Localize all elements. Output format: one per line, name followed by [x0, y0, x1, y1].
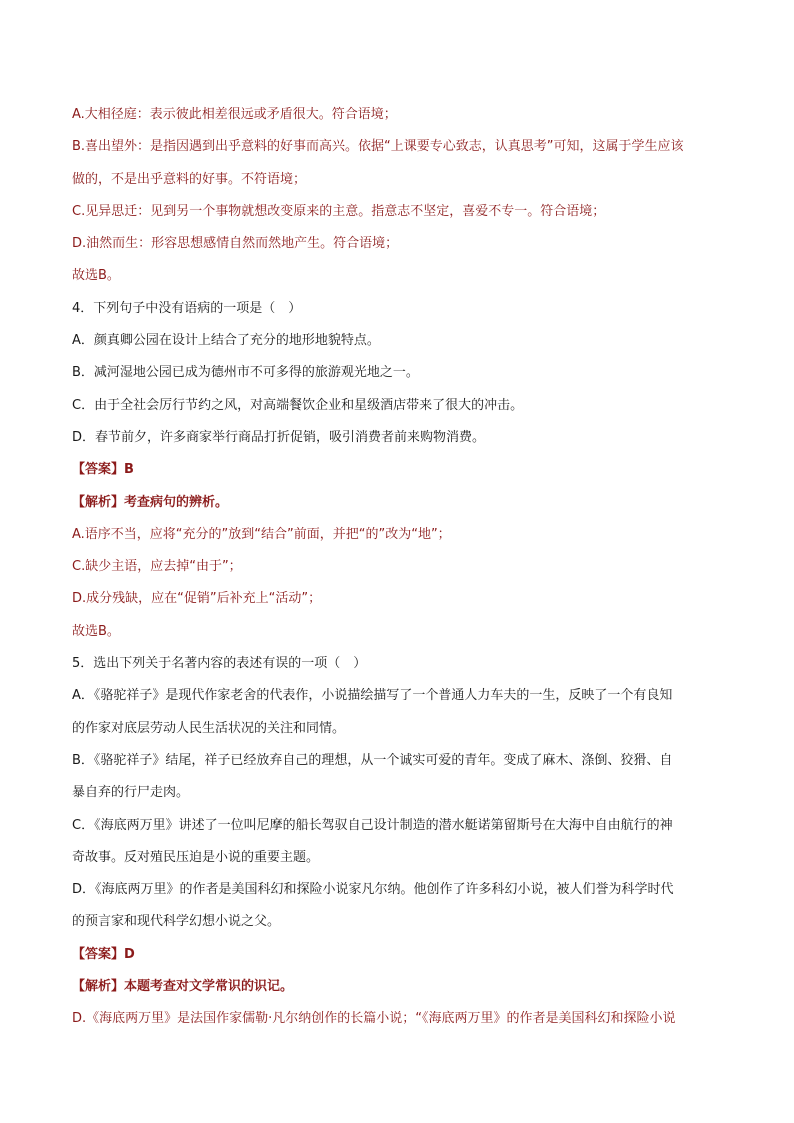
text-line: 故选B。	[72, 623, 120, 639]
text-line: 故选B。	[72, 268, 120, 284]
text-line: 【答案】B	[72, 462, 134, 478]
text-line: A.大相径庭：表示彼此相差很远或矛盾很大。符合语境；	[72, 107, 397, 122]
text-line: 4．下列句子中没有语病的一项是（ ）	[72, 300, 302, 316]
text-line: D.成分残缺，应在“促销”后补充上“活动”；	[72, 591, 322, 607]
document-page	[72, 99, 724, 1036]
text-line: 5．选出下列关于名著内容的表述有误的一项（ ）	[72, 656, 367, 672]
text-line: D.油然而生：形容思想感情自然而然地产生。符合语境；	[72, 236, 399, 252]
text-line: 的预言家和现代科学幻想小说之父。	[72, 914, 281, 930]
text-line: B.喜出望外：是指因遇到出乎意料的好事而高兴。依据“上课要专心致志，认真思考”可知，这属于学生应该	[72, 139, 684, 155]
text-line: C．《海底两万里》讲述了一位叫尼摩的船长驾驭自己设计制造的潜水艇诺第留斯号在大海中自由航行的神	[72, 817, 673, 833]
text-line: 奇故事。反对殖民压迫是小说的重要主题。	[72, 849, 320, 865]
text-line: A．颜真卿公园在设计上结合了充分的地形地貌特点。	[72, 333, 380, 349]
text-line: D.《海底两万里》是法国作家儒勒·凡尔纳创作的长篇小说；“《海底两万里》的作者是美国科幻和探险小说	[72, 1011, 676, 1027]
text-line: C.缺少主语，应去掉“由于”；	[72, 559, 242, 575]
text-line: 的作家对底层劳动人民生活状况的关注和同情。	[72, 720, 346, 736]
text-line: B．《骆驼祥子》结尾，祥子已经放弃自己的理想，从一个诚实可爱的青年。变成了麻木、涤倒、狡猾、自	[72, 752, 673, 768]
text-line: D．《海底两万里》的作者是美国科幻和探险小说家凡尔纳。他创作了许多科幻小说，被人们誉为科学时代	[72, 882, 674, 898]
text-line: 【解析】考查病句的辨析。	[72, 494, 229, 510]
text-line: D．春节前夕，许多商家举行商品打折促销，吸引消费者前来购物消费。	[72, 429, 486, 445]
text-line: A．《骆驼祥子》是现代作家老舍的代表作，小说描绘描写了一个普通人力车夫的一生，反映了一个有良知	[72, 688, 673, 704]
text-line: B．减河湿地公园已成为德州市不可多得的旅游观光地之一。	[72, 365, 419, 381]
text-line: 【答案】D	[72, 946, 135, 962]
text-line: C．由于全社会厉行节约之风，对高端餐饮企业和星级酒店带来了很大的冲击。	[72, 397, 524, 413]
text-line: 暴自弃的行尸走肉。	[72, 785, 190, 801]
text-line: C.见异思迁：见到另一个事物就想改变原来的主意。指意志不坚定，喜爱不专一。符合语境；	[72, 203, 606, 219]
text-line: A.语序不当，应将“充分的”放到“结合”前面，并把“的”改为“地”；	[72, 526, 451, 542]
text-line: 【解析】本题考查对文学常识的识记。	[72, 979, 294, 995]
text-line: 做的，不是出乎意料的好事。不符语境；	[72, 171, 307, 187]
